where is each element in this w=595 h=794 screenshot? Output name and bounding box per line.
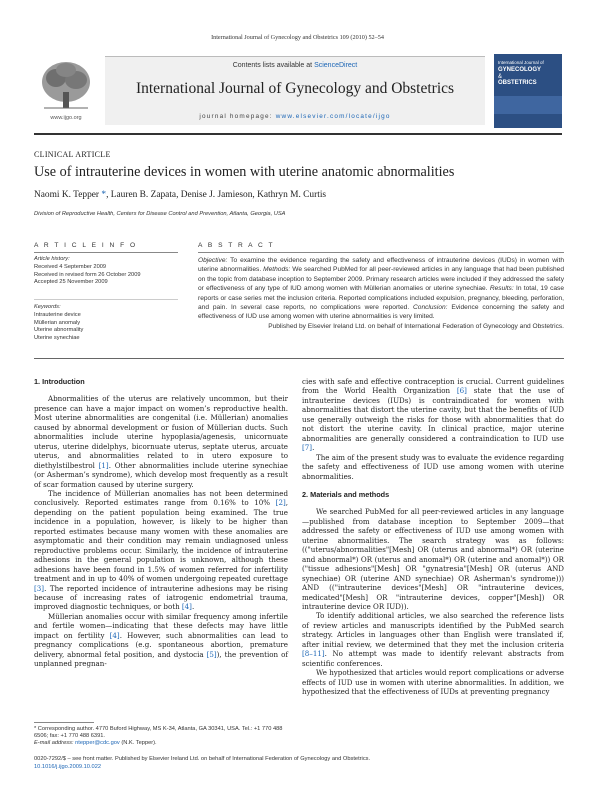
history-label: Article history: [34,256,70,262]
reference-link[interactable]: [5] [206,649,217,659]
reference-link[interactable]: [6] [456,386,467,396]
article-title: Use of intrauterine devices in women with uterine anatomic abnormalities [34,164,455,180]
methods-paragraph-3: We hypothesized that articles would report complications or adverse effects of IUD use in women with uterine abnormalities. In addition, we hypothesized that the effectiveness of IUDs at preventing pregnancy [302,668,564,697]
objective-text: To examine the evidence regarding the safety and effectiveness of intrauterine devices (IUDs) in women with uterine abnormalities. [198,257,564,274]
received-date: Received 4 September 2009 [34,263,107,270]
issn-line: 0020-7292/$ – see front matter. Published by Elsevier Ireland Ltd. on behalf of International Federation of Gynecology and Obstetrics. [34,756,371,762]
methods-heading: 2. Materials and methods [302,489,390,499]
objective-label: Objective: [198,257,228,264]
doi-link[interactable]: 10.1016/j.ijgo.2009.10.022 [34,763,102,770]
keyword-item: Uterine abnormality [34,327,84,334]
keywords-block [34,304,174,343]
contents-line [105,62,485,69]
body-right-column [302,377,564,697]
text-run: To identify additional articles, we also searched the reference lists of review articles and manuscripts identified by the PubMed search strategy. Articles in languages other than English were translated if, after initial review, we determined that they met the inclusion criteria [302,611,564,649]
contents-prefix: Contents lists available at [232,62,315,69]
results-label: Results: [489,285,514,293]
journal-homepage [105,113,485,120]
cover-text [498,60,558,87]
body-left-column [34,377,288,669]
author-list [34,190,326,200]
footnote-rule [34,722,94,723]
article-info-rule [34,252,178,253]
email-label: E-mail address: [34,740,76,747]
homepage-prefix: journal homepage: [199,113,276,120]
logo-caption: www.ijgo.org [50,115,82,121]
homepage-link[interactable]: www.elsevier.com/locate/ijgo [275,113,391,120]
methods-label: Methods: [263,266,291,274]
introduction-heading: 1. Introduction [34,377,85,386]
published-by: Published by Elsevier Ireland Ltd. on behalf of International Federation of Gynecology and Obstetrics. [268,322,564,330]
abstract-rule [198,252,564,253]
email-suffix: (N.K. Tepper). [119,740,157,747]
conclusion-text: Evidence concerning the safety and effectiveness of IUD use among women with uterine abnormalities is very limited. [198,304,564,321]
intro-paragraph-1 [34,394,288,489]
tree-logo-icon [34,56,98,124]
keyword-item: Müllerian anomaly [34,319,81,326]
masthead-rule [34,133,562,135]
text-run: , depending on the patient population being examined. The true incidence in a population, however, is likely to be higher than reported estimates because many women with these anomalies are asymptomatic and their condition may remain undiagnosed unless reproductive problems occur. Similarly, the incidence of intrauterine adhesions in the general population is unknown, although these adhesions have been found in 1.5% of women referred for infertility treatment and in up to 40% of women undergoing repeated curettage [34,498,288,584]
footnote-email-line [34,740,294,747]
abstract-bottom-rule [34,358,564,359]
intro-paragraph-3 [34,612,288,669]
first-author: Naomi K. Tepper [34,190,102,200]
text-run: Müllerian anomalies occur with similar frequency among infertile and fertile women—indicating that these defects may have little impact on fertility [34,611,288,640]
cover-line4: OBSTETRICS [498,80,537,87]
email-link[interactable]: ntepper@cdc.gov [75,740,120,747]
abstract-text [198,256,564,331]
article-type: CLINICAL ARTICLE [34,150,111,159]
text-run: state that the use of intrauterine devices (IUDs) is contraindicated for women with abnormalities that distort the uterine cavity, but that the benefits of IUD use generally outweigh the risks for those with abnormalities that do not distort the uterine cavity. In clinical practice, major uterine abnormalities are generally considered a contraindication to IUD use [302,386,565,443]
reference-link[interactable]: [8–11] [302,649,325,659]
footnote-address: * Corresponding author. 4770 Buford Highway, MS K-34, Atlanta, GA 30341, USA. Tel.: +1 770 488 6506; fax: +1 770 488 6391. [34,726,283,740]
intro-paragraph-2 [34,489,288,612]
affiliation: Division of Reproductive Health, Centers for Disease Control and Prevention, Atlanta, Georgia, USA [34,211,286,217]
text-run: . [312,443,315,453]
text-run: . [191,602,195,612]
intro-paragraph-continued [302,377,564,453]
reference-link[interactable]: [7] [302,443,313,453]
journal-title: International Journal of Gynecology and Obstetrics [135,80,455,97]
abstract-heading: A B S T R A C T [198,242,275,249]
methods-text: We searched PubMed for all peer-reviewed articles in any language that had been published on the topic from database inception to September 2009. Primary research articles were included if they addressed the safety or effectiveness of any type of IUD among women with Müllerian anomalies or uterine synechiae. [198,266,564,293]
reference-link[interactable]: [2] [275,498,286,508]
text-run: . However, such abnormalities can lead to pregnancy complications (e.g. spontaneous abortion, premature delivery, abnormal fetal position, and dystocia [34,630,288,659]
sciencedirect-link[interactable]: ScienceDirect [314,62,358,69]
info-divider [34,299,178,300]
accepted-date: Accepted 25 November 2009 [34,279,108,286]
article-info-heading: A R T I C L E I N F O [34,242,138,249]
keywords-label: Keywords: [34,304,61,310]
cover-line2: GYNECOLOGY [498,66,542,73]
page-footer [34,756,434,771]
keyword-item: Uterine synechiae [34,335,80,342]
elsevier-logo [34,56,98,124]
text-run: Abnormalities of the uterus are relatively uncommon, but their presence can have a major impact on women’s reproductive health. Most uterine abnormalities are congenital (i.e. Müllerian) anomalies caused by abnormal development or fusion of Müllerian ducts. Such abnormalities include uterine hypoplasia/agenesis, unicornuate uterus, uterine didelphys, bicornuate uterus, septate uterus, arcuate uterus, and abnormalities related to in utero exposure to diethylstilbestrol [34,394,288,470]
corresponding-author-footnote [34,726,294,748]
reference-link[interactable]: [3] [34,583,45,593]
text-run: ), the prevention of unplanned pregnan- [34,649,288,669]
cover-line1: International Journal of [498,60,544,65]
text-run: . Other abnormalities include uterine synechiae (or Asherman’s syndrome), which develop most frequently as a result of scar formation caused by uterine surgery. [34,460,289,489]
corresponding-author-mark[interactable]: * [101,190,107,200]
journal-cover [494,54,562,128]
article-history [34,256,174,287]
results-text: In total, 19 case reports or case series met the inclusion criteria. Reported complications included expulsion, pregnancy, bleeding, perforation, and pain. In several case reports, no complications were reported. [198,285,564,312]
keyword-item: Intrauterine device [34,311,81,318]
methods-paragraph-2 [302,611,564,668]
cover-stripe [494,96,562,114]
cover-line3: & [498,73,503,80]
text-run: cies with safe and effective contraception is crucial. Current guidelines from the World Health Organization [302,377,564,396]
reference-link[interactable]: [4] [109,630,120,640]
running-head: International Journal of Gynecology and Obstetrics 109 (2010) 52–54 [211,34,384,41]
text-run: . No attempt was made to identify relevant abstracts from scientific conferences. [302,649,564,668]
reference-link[interactable]: [4] [181,602,192,612]
methods-paragraph-1: We searched PubMed for all peer-reviewed articles in any language—published from database inception to September 2009—that addressed the safety or effectiveness of IUD use among women with uterine abnormalities. The search strategy was as follows: (("uterus/abnormalities"[Mesh] OR (uterus and abnormal*) OR (uterine and abnormal*) OR (uterus and anomal*) OR (uterine and anomal*)) OR ("tissue adhesions"[Mesh] OR "gynatresia"[Mesh] OR (uterus AND synechiae) OR (uterine AND synechiae) OR Asherman's syndrome))) AND (("intrauterine devices"[Mesh] OR "intrauterine devices, medicated"[Mesh] OR "intrauterine devices, copper"[Mesh]) OR intrauterine device OR IUD)). [302,507,564,611]
reference-link[interactable]: [1] [98,460,109,470]
revised-date: Received in revised form 26 October 2009 [34,271,141,278]
aim-paragraph: The aim of the present study was to evaluate the evidence regarding the safety and effectiveness of IUD use among women with uterine abnormalities. [302,452,564,481]
conclusion-label: Conclusion: [413,304,448,312]
text-run: The incidence of Müllerian anomalies has not been determined conclusively. Reported estimates range from 0.16% to 10% [34,488,288,508]
other-authors: , Lauren B. Zapata, Denise J. Jamieson, Kathryn M. Curtis [106,190,327,200]
text-run: . The reported incidence of intrauterine adhesions may be rising because of increasing rates of iatrogenic endometrial trauma, improved diagnostic techniques, or both [34,583,288,612]
